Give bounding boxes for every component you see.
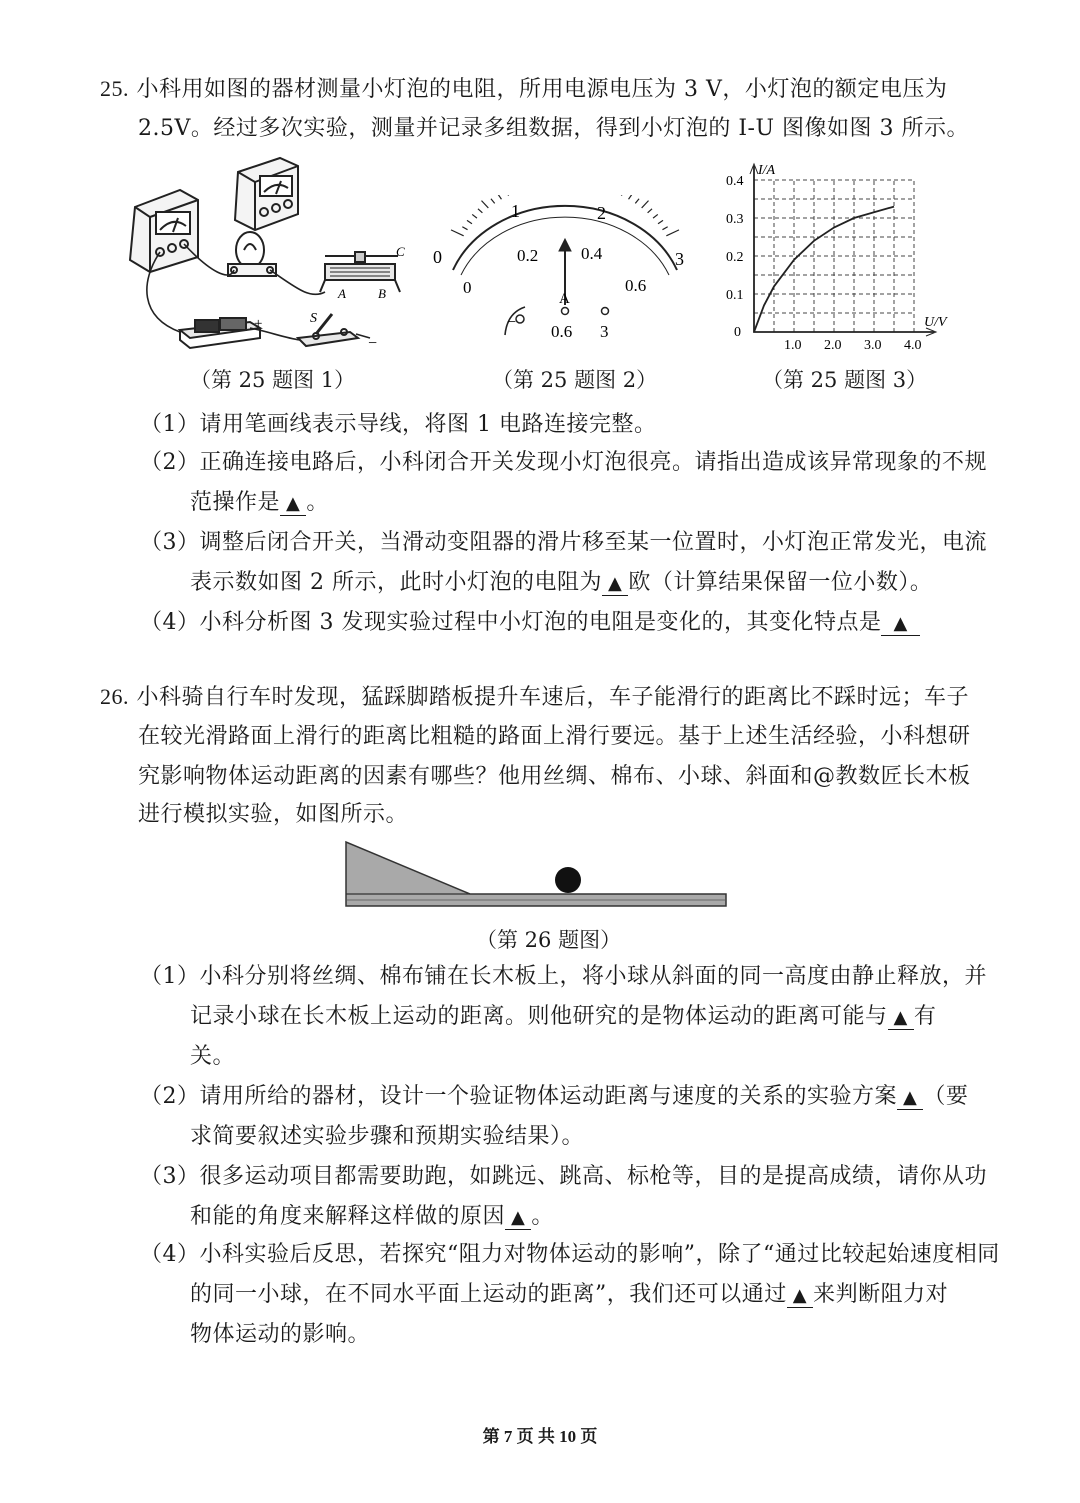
- q26-intro-line-4: 进行模拟实验，如图所示。: [138, 802, 409, 827]
- label-B: B: [378, 286, 386, 301]
- q26-sub4-text: 的同一小球，在不同水平面上运动的距离”，我们还可以通过: [190, 1282, 787, 1307]
- ball-icon: [555, 867, 581, 893]
- label-C: C: [396, 244, 405, 259]
- page-footer: 第 7 页 共 10 页: [482, 1427, 598, 1446]
- dial-tick: [629, 195, 632, 199]
- dial-tick: [658, 220, 663, 223]
- y-tick-label: 0.4: [726, 174, 744, 189]
- q26-intro-line-1: [100, 682, 969, 713]
- dial-tick: [472, 214, 477, 218]
- q25-sub2-text: 范操作是: [190, 490, 281, 515]
- q26-intro-text-1: 小科骑自行车时发现，猛踩脚踏板提升车速后，车子能滑行的距离比不踩时远；车子: [136, 685, 970, 710]
- outer-scale-3: 3: [675, 249, 684, 269]
- dial-tick: [506, 195, 509, 196]
- q26-intro-line-3: 究影响物体运动距离的因素有哪些？他用丝绸、棉布、小球、斜面和@教数匠长木板: [138, 764, 971, 789]
- q26-sub2-line-2: 求简要叙述实验步骤和预期实验结果）。: [190, 1124, 585, 1149]
- rheostat-icon: [320, 252, 400, 292]
- q26-sub4-line-2: [190, 1280, 948, 1310]
- period: 。: [306, 490, 329, 515]
- y-tick-label: 0.1: [726, 288, 744, 303]
- x-tick-label: 1.0: [784, 338, 802, 353]
- switch-icon: [298, 314, 358, 346]
- label-A: A: [338, 286, 346, 301]
- q25-sub1: （1）请用笔画线表示导线，将图 1 电路连接完整。: [140, 412, 657, 437]
- x-tick-label: 2.0: [824, 338, 842, 353]
- q26-sub1-line-1: （1）小科分别将丝绸、棉布铺在长木板上，将小球从斜面的同一高度由静止释放，并: [140, 964, 987, 989]
- outer-scale-0: 0: [433, 247, 442, 267]
- voltmeter-icon: [235, 158, 298, 230]
- period: 。: [531, 1204, 554, 1229]
- q25-sub3-post: 欧（计算结果保留一位小数）。: [628, 570, 933, 595]
- q25-fig3-caption: （第 25 题图 3）: [762, 368, 928, 392]
- outer-scale-1: 1: [511, 201, 520, 221]
- answer-blank[interactable]: ▲: [280, 493, 306, 516]
- dial-tick: [635, 199, 639, 204]
- dial-tick: [621, 195, 624, 196]
- q25-sub4: [140, 608, 920, 638]
- origin-label: 0: [734, 325, 741, 340]
- q25-sub3-text: 表示数如图 2 所示，此时小灯泡的电阻为: [190, 570, 602, 595]
- ammeter-icon: [130, 190, 198, 272]
- q26-fig-caption: （第 26 题图）: [476, 928, 622, 952]
- dial-tick: [662, 227, 667, 230]
- axis-lines: [754, 166, 934, 332]
- x-axis-label: U/V: [924, 315, 947, 330]
- ramp-and-board: [346, 842, 726, 906]
- q26-sub4-post: 来判断阻力对: [813, 1282, 949, 1307]
- dial-tick: [653, 214, 658, 218]
- answer-blank[interactable]: ▲: [888, 1007, 914, 1030]
- answer-blank[interactable]: ▲: [602, 573, 628, 596]
- terminal-minus: −: [507, 314, 517, 331]
- q26-sub1-line-2: [190, 1002, 936, 1032]
- q26-sub3-line-2: [190, 1202, 554, 1232]
- q26-intro-line-2: 在较光滑路面上滑行的距离比粗糙的路面上滑行要远。基于上述生活经验，小科想研: [138, 724, 971, 749]
- dial-tick: [642, 201, 649, 208]
- q25-number: 25.: [100, 76, 129, 101]
- inner-scale-02: 0.2: [517, 246, 539, 265]
- terminal-06: 0.6: [551, 322, 573, 341]
- label-plus: +: [254, 316, 263, 332]
- answer-blank[interactable]: ▲: [787, 1285, 813, 1308]
- q26-sub1-text: 记录小球在长木板上运动的距离。则他研究的是物体运动的距离可能与: [190, 1004, 888, 1029]
- y-tick-label: 0.2: [726, 250, 744, 265]
- dial-tick: [467, 220, 472, 223]
- unit-A: A: [559, 291, 570, 307]
- bulb-icon: [228, 232, 276, 276]
- terminal-3: 3: [600, 322, 609, 341]
- inner-scale-04: 0.4: [581, 244, 603, 263]
- answer-blank[interactable]: ▲: [881, 613, 919, 636]
- dial-tick: [491, 199, 495, 204]
- q26-fig-ramp: [340, 838, 732, 912]
- q25-fig3-iu-chart: [720, 150, 960, 360]
- chart-grid: [754, 180, 914, 332]
- q25-sub2-line-1: （2）正确连接电路后，小科闭合开关发现小灯泡很亮。请指出造成该异常现象的不规: [140, 450, 987, 475]
- q25-sub3-line-1: （3）调整后闭合开关，当滑动变阻器的滑片移至某一位置时，小灯泡正常发光，电流: [140, 530, 987, 555]
- q26-sub2-text: （2）请用所给的器材，设计一个验证物体运动距离与速度的关系的实验方案: [140, 1084, 897, 1109]
- dial-tick: [451, 230, 464, 236]
- inner-scale-0: 0: [463, 278, 472, 297]
- answer-blank[interactable]: ▲: [505, 1207, 531, 1230]
- dial-tick: [462, 227, 467, 230]
- q26-sub4-line-1: （4）小科实验后反思，若探究“阻力对物体运动的影响”，除了“通过比较起始速度相同: [140, 1242, 1000, 1267]
- y-axis-label: I/A: [758, 163, 776, 178]
- dial-tick: [648, 209, 652, 213]
- q25-intro-line-1: [100, 74, 947, 105]
- dial-tick: [478, 209, 482, 213]
- answer-blank[interactable]: ▲: [897, 1087, 923, 1110]
- chart-axes: [750, 164, 936, 336]
- q25-sub2-line-2: [190, 488, 329, 518]
- q26-sub1-post: 有: [913, 1004, 937, 1029]
- q26-number: 26.: [100, 684, 129, 709]
- q26-sub2-line-1: [140, 1082, 968, 1112]
- q25-fig1-circuit: [120, 152, 420, 367]
- x-tick-label: 3.0: [864, 338, 882, 353]
- q25-fig2-caption: （第 25 题图 2）: [492, 368, 658, 392]
- q25-fig1-caption: （第 25 题图 1）: [190, 368, 356, 392]
- q26-sub3-text: 和能的角度来解释这样做的原因: [190, 1204, 506, 1229]
- q26-sub3-line-1: （3）很多运动项目都需要助跑，如跳远、跳高、标枪等，目的是提高成绩，请你从功: [140, 1164, 987, 1189]
- x-tick-label: 4.0: [904, 338, 922, 353]
- q25-fig2-ammeter-dial: [425, 195, 705, 355]
- q26-sub2-post: （要: [923, 1084, 969, 1109]
- q25-intro-text-1: 小科用如图的器材测量小灯泡的电阻，所用电源电压为 3 V，小灯泡的额定电压为: [136, 77, 948, 102]
- y-tick-label: 0.3: [726, 212, 744, 227]
- q26-sub1-line-3: 关。: [190, 1044, 236, 1069]
- q26-sub4-line-3: 物体运动的影响。: [190, 1322, 371, 1347]
- outer-scale-2: 2: [597, 203, 606, 223]
- dial-tick: [666, 230, 679, 236]
- label-minus: −: [368, 335, 378, 352]
- q25-intro-line-2: 2.5V。经过多次实验，测量并记录多组数据，得到小灯泡的 I-U 图像如图 3 所示。: [138, 116, 970, 141]
- inner-scale-06: 0.6: [625, 276, 647, 295]
- dial-tick: [481, 201, 488, 208]
- q25-sub4-text: （4）小科分析图 3 发现实验过程中小灯泡的电阻是变化的，其变化特点是: [140, 610, 882, 635]
- battery-icon: [180, 316, 263, 348]
- q25-sub3-line-2: [190, 568, 932, 598]
- dial-tick: [498, 195, 501, 199]
- label-S: S: [310, 311, 317, 326]
